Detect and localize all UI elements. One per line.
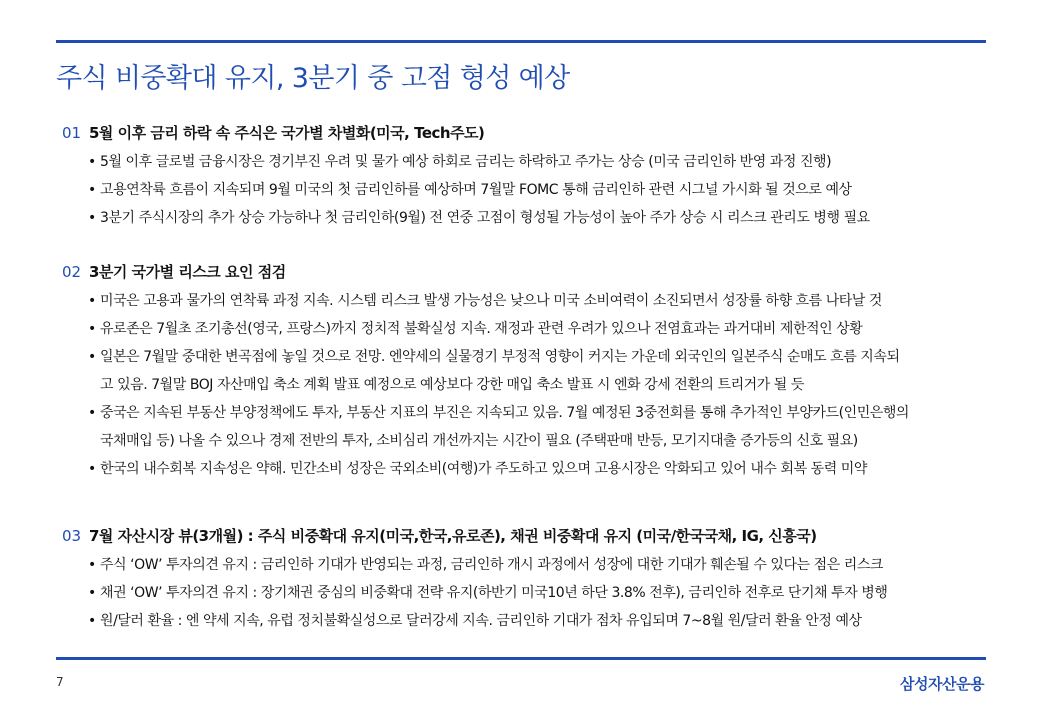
bullet-item xyxy=(62,455,982,483)
bullet-text: 5월 이후 글로벌 금융시장은 경기부진 우려 및 물가 예상 하회로 금리는 하락하고 주가는 상승 (미국 금리인하 반영 과정 진행) xyxy=(100,154,832,170)
bullet-dot-icon: • xyxy=(88,182,96,198)
section-number: 02 xyxy=(62,263,82,281)
bullet-text: 3분기 주식시장의 추가 상승 가능하나 첫 금리인하(9월) 전 연중 고점이 형성될 가능성이 높아 주가 상승 시 리스크 관리도 병행 필요 xyxy=(100,210,870,226)
bullet-text: 채권 ‘OW’ 투자의견 유지 : 장기채권 중심의 비중확대 전략 유지(하반기 미국10년 하단 3.8% 전후), 금리인하 전후로 단기채 투자 병행 xyxy=(100,585,888,601)
bullet-item xyxy=(62,176,982,204)
bullet-text: 한국의 내수회복 지속성은 약해. 민간소비 성장은 국외소비(여행)가 주도하고 있으며 고용시장은 악화되고 있어 내수 회복 동력 미약 xyxy=(100,461,867,477)
bullet-text: 중국은 지속된 부동산 부양정책에도 투자, 부동산 지표의 부진은 지속되고 있음. 7월 예정된 3중전회를 통해 추가적인 부양카드(인민은행의 xyxy=(100,405,909,421)
bullet-item xyxy=(62,343,982,399)
bullet-text: 고용연착륙 흐름이 지속되며 9월 미국의 첫 금리인하를 예상하며 7월말 FOMC 통해 금리인하 관련 시그널 가시화 될 것으로 예상 xyxy=(100,182,852,198)
bullet-dot-icon: • xyxy=(88,349,96,365)
bullet-list xyxy=(62,287,982,483)
bullet-text: 일본은 7월말 중대한 변곡점에 놓일 것으로 전망. 엔약세의 실물경기 부정적 영향이 커지는 가운데 외국인의 일본주식 순매도 흐름 지속되 xyxy=(100,349,900,365)
brand-logo: 삼성자산운용 xyxy=(900,675,984,693)
section-03 xyxy=(62,524,982,635)
bullet-item xyxy=(62,148,982,176)
bullet-dot-icon: • xyxy=(88,613,96,629)
bullet-dot-icon: • xyxy=(88,154,96,170)
section-01 xyxy=(62,121,982,232)
bullet-item xyxy=(62,579,982,607)
bullet-text-continued: 고 있음. 7월말 BOJ 자산매입 축소 계획 발표 예정으로 예상보다 강한 매입 축소 발표 시 엔화 강세 전환의 트리거가 될 듯 xyxy=(100,377,804,393)
section-number: 01 xyxy=(62,124,82,142)
bullet-item xyxy=(62,551,982,579)
bullet-item xyxy=(62,315,982,343)
bullet-list xyxy=(62,551,982,635)
bullet-item xyxy=(62,607,982,635)
section-header xyxy=(62,260,982,284)
section-number: 03 xyxy=(62,527,82,545)
page-number: 7 xyxy=(56,675,64,689)
bullet-item xyxy=(62,204,982,232)
bullet-item xyxy=(62,287,982,315)
bullet-dot-icon: • xyxy=(88,210,96,226)
slide-title: 주식 비중확대 유지, 3분기 중 고점 형성 예상 xyxy=(56,63,570,94)
section-02 xyxy=(62,260,982,483)
bullet-item xyxy=(62,399,982,455)
top-divider xyxy=(56,40,986,43)
bullet-dot-icon: • xyxy=(88,321,96,337)
bullet-text: 유로존은 7월초 조기총선(영국, 프랑스)까지 정치적 불확실성 지속. 재정과 관련 우려가 있으나 전염효과는 과거대비 제한적인 상황 xyxy=(100,321,863,337)
section-heading: 3분기 국가별 리스크 요인 점검 xyxy=(89,263,286,281)
bullet-dot-icon: • xyxy=(88,405,96,421)
bullet-text: 미국은 고용과 물가의 연착륙 과정 지속. 시스템 리스크 발생 가능성은 낮으나 미국 소비여력이 소진되면서 성장률 하향 흐름 나타날 것 xyxy=(100,293,882,309)
bullet-dot-icon: • xyxy=(88,461,96,477)
bullet-dot-icon: • xyxy=(88,557,96,573)
bullet-dot-icon: • xyxy=(88,293,96,309)
section-header xyxy=(62,121,982,145)
bullet-dot-icon: • xyxy=(88,585,96,601)
section-header xyxy=(62,524,982,548)
bullet-text: 원/달러 환율 : 엔 약세 지속, 유럽 정치불확실성으로 달러강세 지속. 금리인하 기대가 점차 유입되며 7~8월 원/달러 환율 안정 예상 xyxy=(100,613,862,629)
section-heading: 7월 자산시장 뷰(3개월) : 주식 비중확대 유지(미국,한국,유로존), 채권 비중확대 유지 (미국/한국국채, IG, 신흥국) xyxy=(89,527,817,545)
bottom-divider xyxy=(56,657,986,660)
bullet-text: 주식 ‘OW’ 투자의견 유지 : 금리인하 기대가 반영되는 과정, 금리인하 개시 과정에서 성장에 대한 기대가 훼손될 수 있다는 점은 리스크 xyxy=(100,557,884,573)
bullet-list xyxy=(62,148,982,232)
section-heading: 5월 이후 금리 하락 속 주식은 국가별 차별화(미국, Tech주도) xyxy=(89,124,485,142)
bullet-text-continued: 국채매입 등) 나올 수 있으나 경제 전반의 투자, 소비심리 개선까지는 시간이 필요 (주택판매 반등, 모기지대출 증가등의 신호 필요) xyxy=(100,433,858,449)
